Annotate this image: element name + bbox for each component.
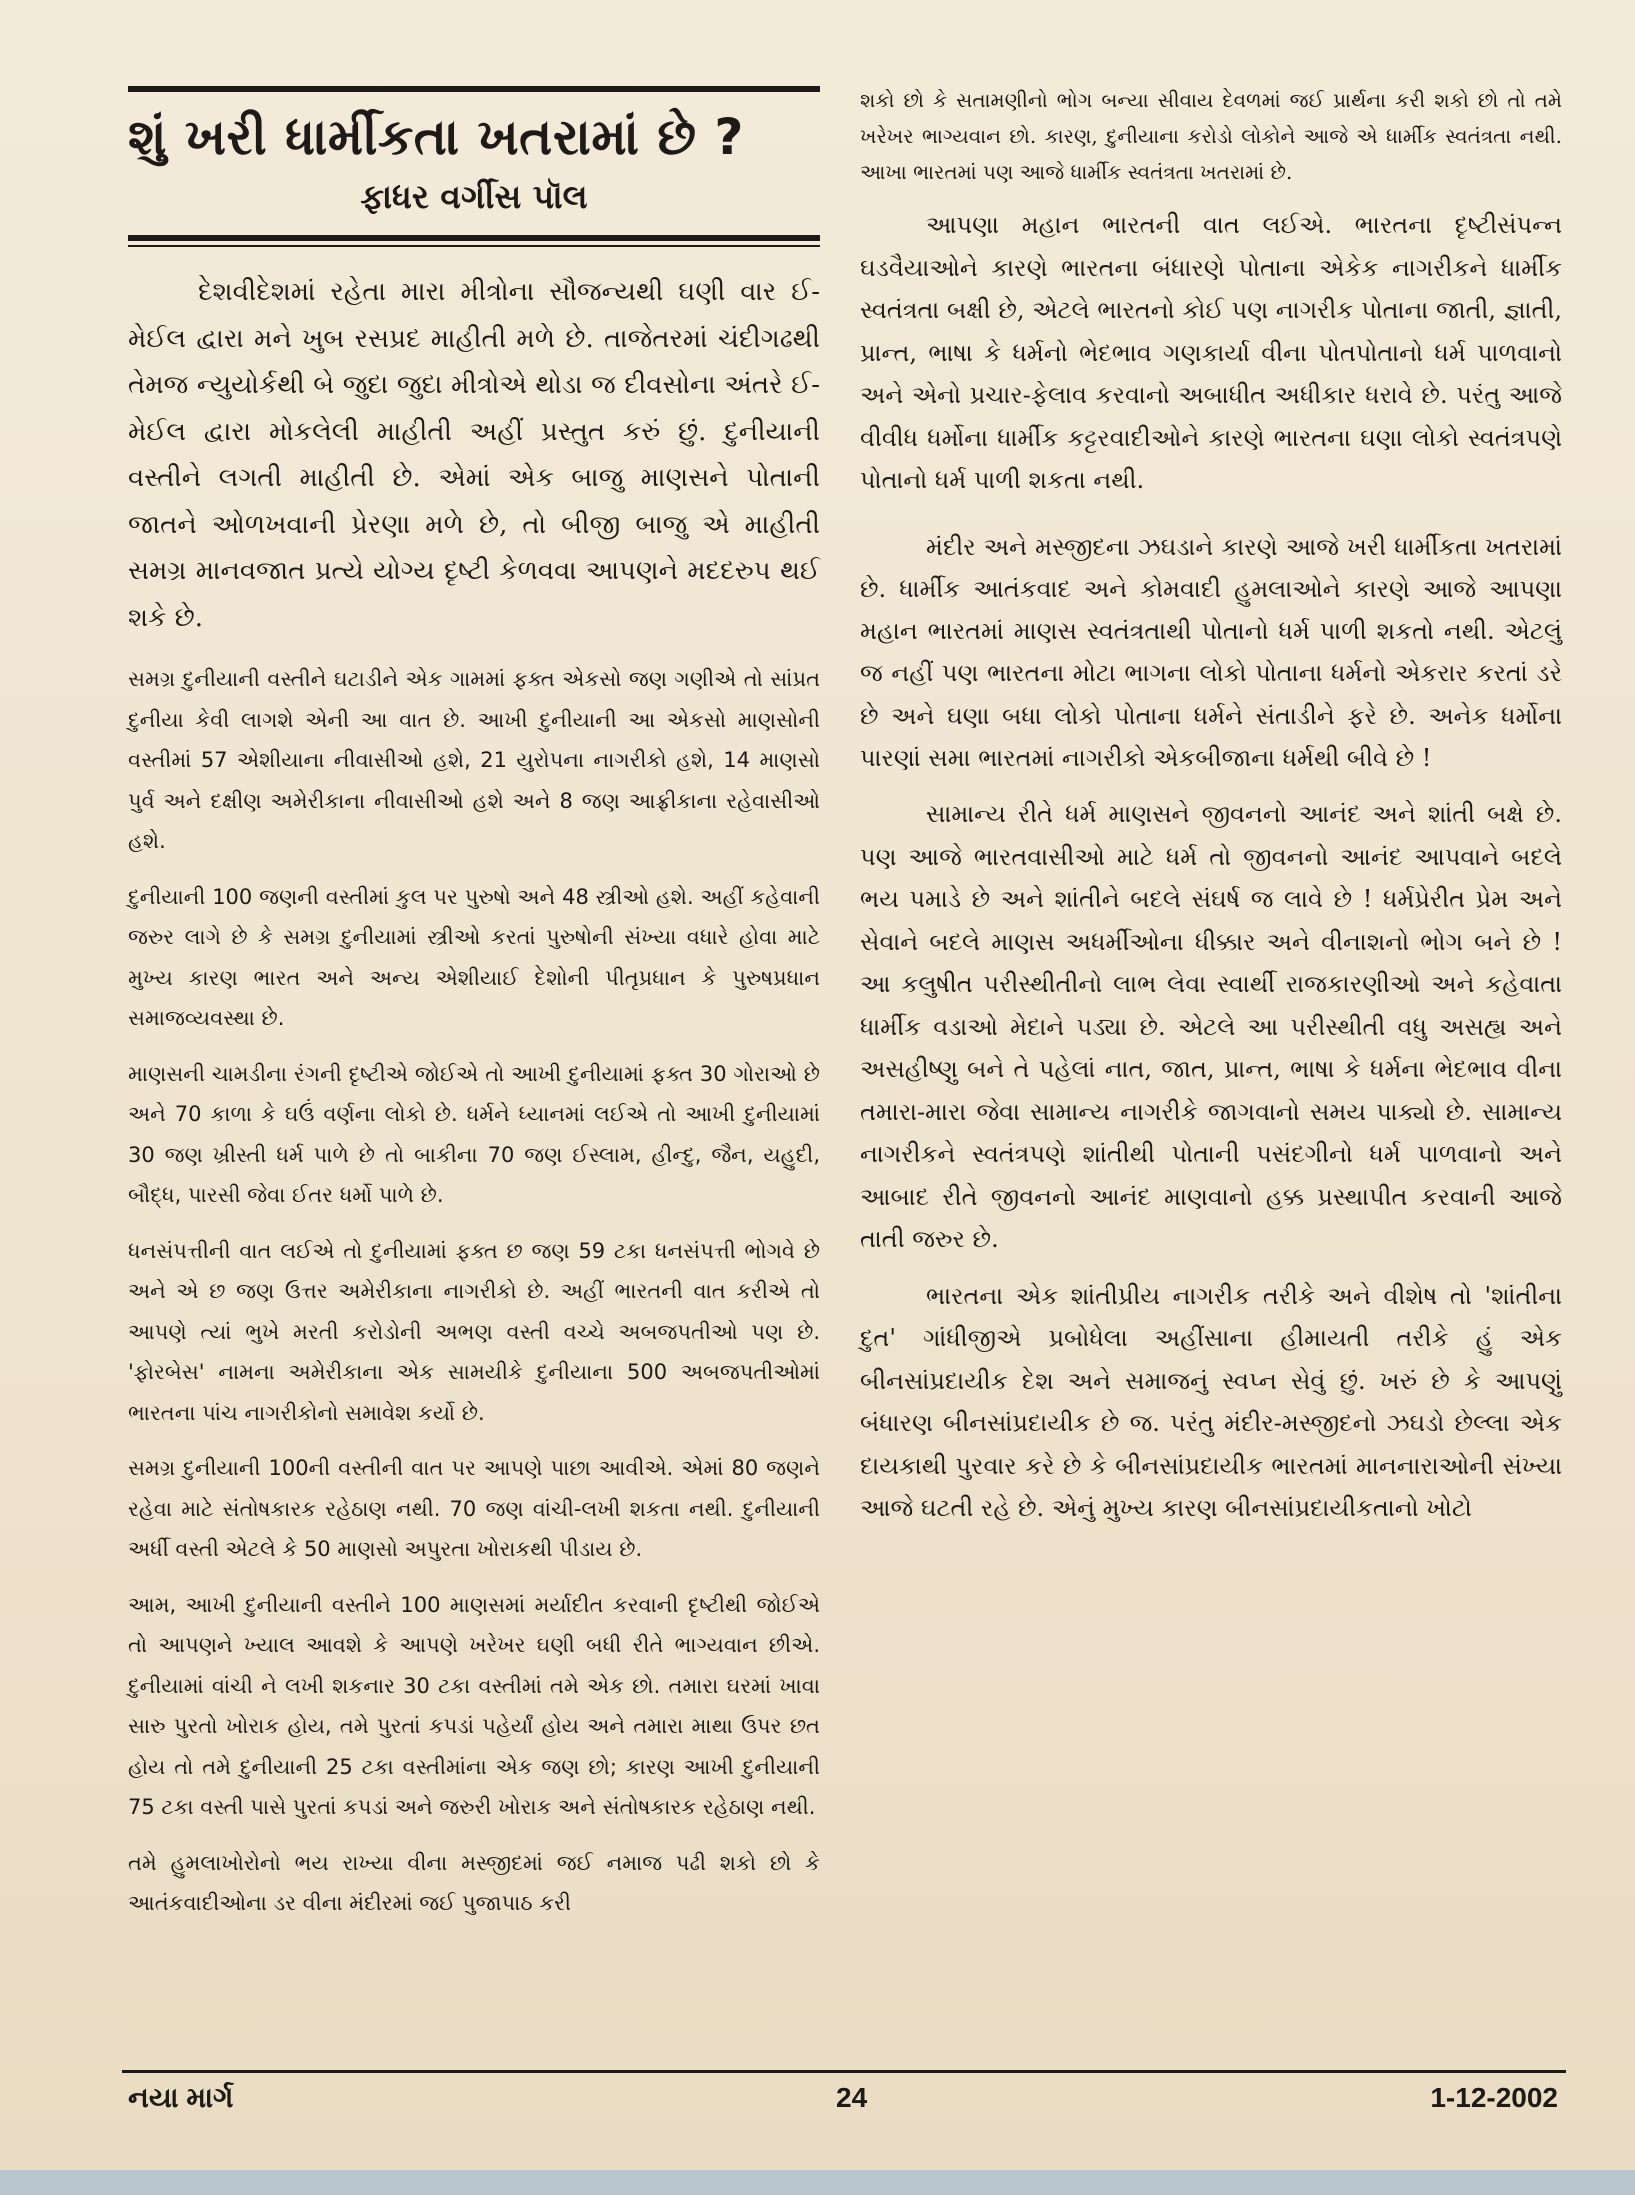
footer-rule xyxy=(122,2070,1566,2073)
article-author: ફાધર વર્ગીસ પૉલ xyxy=(360,177,588,216)
article-title: શું ખરી ધાર્મીકતા ખતરામાં છે ? xyxy=(128,108,744,166)
left-paragraph-5: સમગ્ર દુનીયાની 100ની વસ્તીની વાત પર આપણે પાછા આવીએ. એમાં 80 જણને રહેવા માટે સંતોષકારક રહેઠાણ નથી. 70 જણ વાંચી-લખી શકતા નથી. દુનીયાની અર્ધી વસ્તી એટલે કે 50 માણસો અપુરતા ખોરાકથી પીડાય છે. xyxy=(128,1456,820,1561)
title-bottom-rule xyxy=(128,235,820,241)
right-paragraph-1: શકો છો કે સતામણીનો ભોગ બન્યા સીવાય દેવળમાં જઈ પ્રાર્થના કરી શકો છો તો તમે ખરેખર ભાગ્યવાન છો. કારણ, દુનીયાના કરોડો લોકોને આજે એ ધાર્મીક સ્વતંત્રતા નથી. આખા ભારતમાં પણ આજે ધાર્મીક સ્વતંત્રતા ખતરામાં છે. xyxy=(860,88,1562,184)
page-number: 24 xyxy=(836,2082,868,2113)
title-bottom-thin-rule xyxy=(128,245,820,247)
intro-paragraph: દેશવીદેશમાં રહેતા મારા મીત્રોના સૌજન્યથી ઘણી વાર ઈ-મેઈલ દ્વારા મને ખુબ રસપ્રદ માહીતી મળે છે. તાજેતરમાં ચંદીગઢથી તેમજ ન્યુયોર્કથી બે જુદા જુદા મીત્રોએ થોડા જ દીવસોના અંતરે ઈ-મેઈલ દ્વારા મોકલેલી માહીતી અહીં પ્રસ્તુત કરું છું. દુનીયાની વસ્તીને લગતી માહીતી છે. એમાં એક બાજુ માણસને પોતાની જાતને ઓળખવાની પ્રેરણા મળે છે, તો બીજી બાજુ એ માહીતી સમગ્ર માનવજાત પ્રત્યે યોગ્ય દૃષ્ટી કેળવવા આપણને મદદરુપ થઈ શકે છે. xyxy=(128,277,820,633)
title-top-rule xyxy=(128,86,820,92)
right-paragraph-5: ભારતના એક શાંતીપ્રીય નાગરીક તરીકે અને વીશેષ તો 'શાંતીના દુત' ગાંધીજીએ પ્રબોધેલા અહીંસાના હીમાયતી તરીકે હું એક બીનસાંપ્રદાયીક દેશ અને સમાજનું સ્વપ્ન સેવું છું. ખરું છે કે આપણું બંધારણ બીનસાંપ્રદાયીક છે જ. પરંતુ મંદીર-મસ્જીદનો ઝઘડો છેલ્લા એક દાયકાથી પુરવાર કરે છે કે બીનસાંપ્રદાયીક ભારતમાં માનનારાઓની સંખ્યા આજે ઘટતી રહે છે. એનું મુખ્ય કારણ બીનસાંપ્રદાયીકતાનો ખોટો xyxy=(860,1281,1562,1523)
page-footer xyxy=(128,2082,1564,2122)
left-column xyxy=(128,86,820,1939)
left-paragraph-7: તમે હુમલાખોરોનો ભય રાખ્યા વીના મસ્જીદમાં જઈ નમાજ પઢી શકો છો કે આતંકવાદીઓના ડર વીના મંદીરમાં જઈ પુજાપાઠ કરી xyxy=(128,1850,820,1915)
right-paragraph-2: આપણા મહાન ભારતની વાત લઈએ. ભારતના દૃષ્ટીસંપન્ન ઘડવૈયાઓને કારણે ભારતના બંધારણે પોતાના એકેક નાગરીકને ધાર્મીક સ્વતંત્રતા બક્ષી છે, એટલે ભારતનો કોઈ પણ નાગરીક પોતાના જાતી, જ્ઞાતી, પ્રાન્ત, ભાષા કે ધર્મનો ભેદભાવ ગણકાર્યા વીના પોતપોતાનો ધર્મ પાળવાનો અને એનો પ્રચાર-ફેલાવ કરવાનો અબાધીત અધીકાર ધરાવે છે. પરંતુ આજે વીવીધ ધર્મોના ધાર્મીક કટ્ટરવાદીઓને કારણે ભારતના ઘણા લોકો સ્વતંત્રપણે પોતાનો ધર્મ પાળી શકતા નથી. xyxy=(860,211,1562,494)
publication-name: નયા માર્ગ xyxy=(128,2082,234,2113)
left-paragraph-2: દુનીયાની 100 જણની વસ્તીમાં કુલ પર પુરુષો અને 48 સ્ત્રીઓ હશે. અહીં કહેવાની જરુર લાગે છે કે સમગ્ર દુનીયામાં સ્ત્રીઓ કરતાં પુરુષોની સંખ્યા વધારે હોવા માટે મુખ્ય કારણ ભારત અને અન્ય એશીયાઈ દેશોની પીતૃપ્રધાન કે પુરુષપ્રધાન સમાજવ્યવસ્થા છે. xyxy=(128,884,820,1030)
scan-edge xyxy=(0,2170,1635,2195)
left-paragraph-1: સમગ્ર દુનીયાની વસ્તીને ઘટાડીને એક ગામમાં ફક્ત એકસો જણ ગણીએ તો સાંપ્રત દુનીયા કેવી લાગશે એની આ વાત છે. આખી દુનીયાની આ એકસો માણસોની વસ્તીમાં 57 એશીયાના નીવાસીઓ હશે, 21 યુરોપના નાગરીકો હશે, 14 માણસો પુર્વ અને દક્ષીણ અમેરીકાના નીવાસીઓ હશે અને 8 જણ આફ્રીકાના રહેવાસીઓ હશે. xyxy=(128,667,820,853)
right-paragraph-3: મંદીર અને મસ્જીદના ઝઘડાને કારણે આજે ખરી ધાર્મીકતા ખતરામાં છે. ધાર્મીક આતંકવાદ અને કોમવાદી હુમલાઓને કારણે આજે આપણા મહાન ભારતમાં માણસ સ્વતંત્રતાથી પોતાનો ધર્મ પાળી શકતો નથી. એટલું જ નહીં પણ ભારતના મોટા ભાગના લોકો પોતાના ધર્મનો એકરાર કરતાં ડરે છે અને ઘણા બધા લોકો પોતાના ધર્મને સંતાડીને ફરે છે. અનેક ધર્મોના પારણાં સમા ભારતમાં નાગરીકો એકબીજાના ધર્મથી બીવે છે ! xyxy=(860,532,1562,772)
left-paragraph-4: ધનસંપત્તીની વાત લઈએ તો દુનીયામાં ફક્ત છ જણ 59 ટકા ધનસંપત્તી ભોગવે છે અને એ છ જણ ઉત્તર અમેરીકાના નાગરીકો છે. અહીં ભારતની વાત કરીએ તો આપણે ત્યાં ભુખે મરતી કરોડોની અભણ વસ્તી વચ્ચે અબજપતીઓ પણ છે. 'ફોરબેસ' નામના અમેરીકાના એક સામયીકે દુનીયાના 500 અબજપતીઓમાં ભારતના પાંચ નાગરીકોનો સમાવેશ કર્યો છે. xyxy=(128,1238,820,1425)
issue-date: 1-12-2002 xyxy=(1430,2082,1558,2113)
right-paragraph-4: સામાન્ય રીતે ધર્મ માણસને જીવનનો આનંદ અને શાંતી બક્ષે છે. પણ આજે ભારતવાસીઓ માટે ધર્મ તો જીવનનો આનંદ આપવાને બદલે ભય પમાડે છે અને શાંતીને બદલે સંઘર્ષ જ લાવે છે ! ધર્મપ્રેરીત પ્રેમ અને સેવાને બદલે માણસ અધર્મીઓના ધીક્કાર અને વીનાશનો ભોગ બને છે ! આ કલુષીત પરીસ્થીતીનો લાભ લેવા સ્વાર્થી રાજકારણીઓ અને કહેવાતા ધાર્મીક વડાઓ મેદાને પડ્યા છે. એટલે આ પરીસ્થીતી વધુ અસહ્ય અને અસહીષ્ણુ બને તે પહેલાં નાત, જાત, પ્રાન્ત, ભાષા કે ધર્મના ભેદભાવ વીના તમારા-મારા જેવા સામાન્ય નાગરીકે જાગવાનો સમય પાક્યો છે. સામાન્ય નાગરીકને સ્વતંત્રપણે શાંતીથી પોતાની પસંદગીનો ધર્મ પાળવાનો અને આબાદ રીતે જીવનનો આનંદ માણવાનો હક્ક પ્રસ્થાપીત કરવાની આજે તાતી જરુર છે. xyxy=(860,800,1562,1254)
right-column xyxy=(860,82,1562,1530)
left-paragraph-3: માણસની ચામડીના રંગની દૃષ્ટીએ જોઈએ તો આખી દુનીયામાં ફક્ત 30 ગોરાઓ છે અને 70 કાળા કે ઘઉં વર્ણના લોકો છે. ધર્મને ધ્યાનમાં લઈએ તો આખી દુનીયામાં 30 જણ ખ્રીસ્તી ધર્મ પાળે છે તો બાકીના 70 જણ ઈસ્લામ, હીન્દુ, જૈન, યહુદી, બૌદ્ધ, પારસી જેવા ઈતર ધર્મો પાળે છે. xyxy=(128,1061,820,1207)
left-paragraph-6: આમ, આખી દુનીયાની વસ્તીને 100 માણસમાં મર્યાદીત કરવાની દૃષ્ટીથી જોઈએ તો આપણને ખ્યાલ આવશે કે આપણે ખરેખર ઘણી બધી રીતે ભાગ્યવાન છીએ. દુનીયામાં વાંચી ને લખી શકનાર 30 ટકા વસ્તીમાં તમે એક છો. તમારા ઘરમાં ખાવા સારુ પુરતો ખોરાક હોય, તમે પુરતાં કપડાં પહેર્યાં હોય અને તમારા માથા ઉપર છત હોય તો તમે દુનીયાની 25 ટકા વસ્તીમાંના એક જણ છો; કારણ આખી દુનીયાની 75 ટકા વસ્તી પાસે પુરતાં કપડાં અને જરુરી ખોરાક અને સંતોષકારક રહેઠાણ નથી. xyxy=(128,1592,820,1819)
